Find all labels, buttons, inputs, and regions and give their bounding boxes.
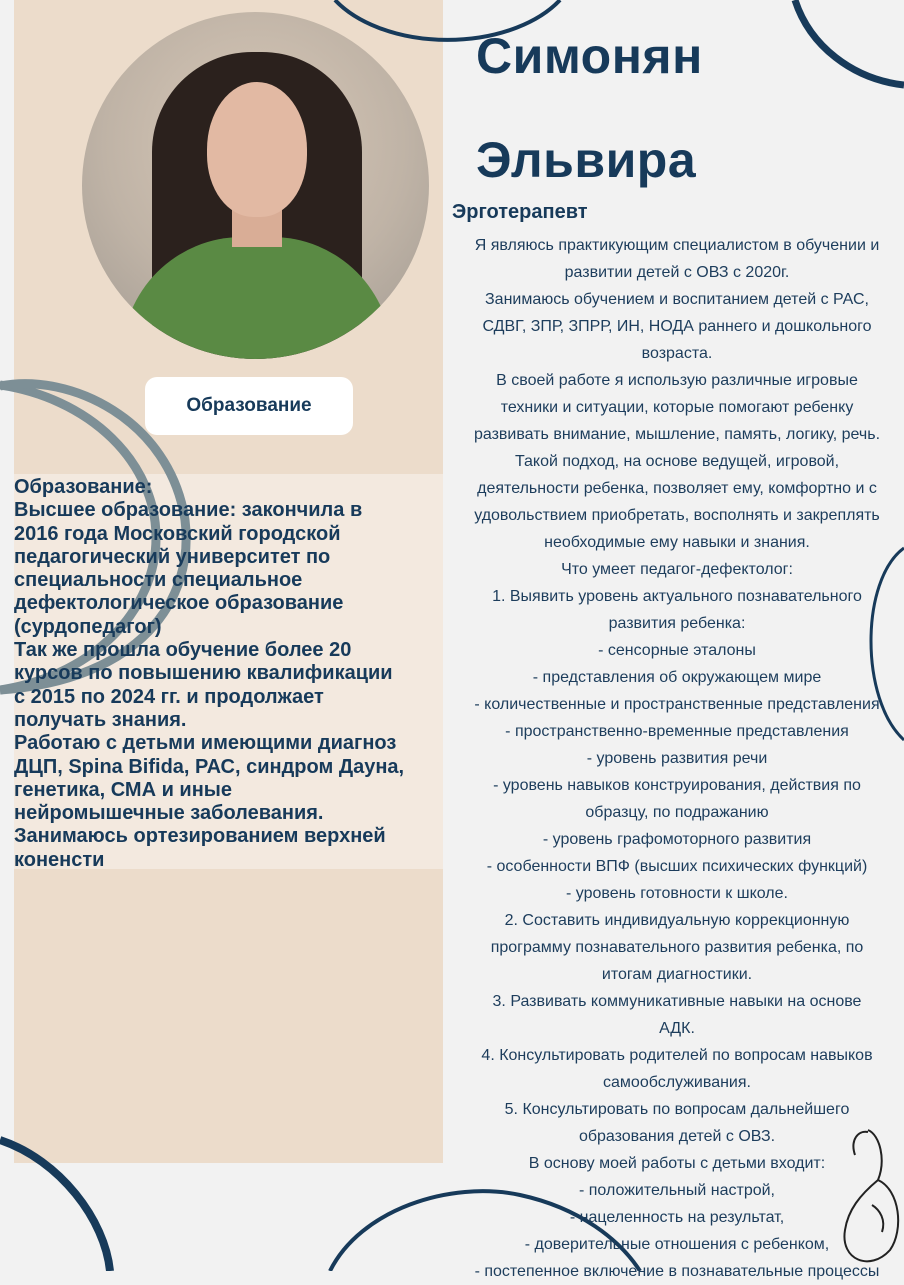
description-line: - уровень развития речи xyxy=(586,750,768,767)
education-line: Работаю с детьми имеющими диагноз xyxy=(14,732,397,755)
description-line: 1. Выявить уровень актуального познавательного xyxy=(492,588,862,605)
education-line: педагогический университет по xyxy=(14,545,331,568)
description-line: возраста. xyxy=(641,345,713,362)
description-line: развития ребенка: xyxy=(608,615,746,632)
description-line: В своей работе я использую различные игровые xyxy=(496,372,858,389)
description-line: самообслуживания. xyxy=(603,1074,751,1091)
education-line: генетика, СМА и иные xyxy=(14,778,232,801)
description-line: СДВГ, ЗПР, ЗПРР, ИН, НОДА раннего и дошкольного xyxy=(482,318,872,335)
education-line: ДЦП, Spina Bifida, РАС, синдром Дауна, xyxy=(14,755,405,778)
surname-heading: Симонян xyxy=(476,28,703,84)
education-line: курсов по повышению квалификации xyxy=(14,662,393,685)
description-line: необходимые ему навыки и знания. xyxy=(544,534,810,551)
education-line: коненсти xyxy=(14,848,105,871)
education-button-label: Образование xyxy=(186,395,312,416)
description-line: Что умеет педагог-дефектолог: xyxy=(561,561,793,578)
role-title: Эрготерапевт xyxy=(452,201,588,223)
decorative-arc-top-right xyxy=(795,0,904,85)
education-line: получать знания. xyxy=(14,708,187,731)
education-line: Так же прошла обучение более 20 xyxy=(14,639,352,662)
description-line: Я являюсь практикующим специалистом в обучении и xyxy=(474,237,880,254)
description-line: 4. Консультировать родителей по вопросам навыков xyxy=(481,1047,873,1064)
description-line: 5. Консультировать по вопросам дальнейшего xyxy=(504,1101,850,1118)
first-name-heading: Эльвира xyxy=(476,132,697,188)
description-line: техники и ситуации, которые помогают ребенку xyxy=(500,399,854,416)
education-line: Образование: xyxy=(14,476,153,498)
description-line: удовольствием приобретать, восполнять и закреплять xyxy=(474,507,880,524)
description-line: деятельности ребенка, позволяет ему, комфортно и с xyxy=(477,480,877,497)
description-line: - постепенное включение в познавательные процессы xyxy=(474,1263,880,1280)
decorative-arc-bottom-left xyxy=(0,1140,110,1271)
description-line: образования детей с ОВЗ. xyxy=(578,1128,776,1145)
description-line: АДК. xyxy=(659,1020,695,1037)
education-line: с 2015 по 2024 гг. и продолжает xyxy=(14,685,324,708)
education-line: дефектологическое образование xyxy=(14,592,344,615)
description-line: - доверительные отношения с ребенком, xyxy=(524,1236,830,1253)
description-line: итогам диагностики. xyxy=(601,966,753,983)
description-line: развитии детей с ОВЗ с 2020г. xyxy=(564,264,790,281)
description-line: 2. Составить индивидуальную коррекционную xyxy=(504,912,850,929)
description-line: Такой подход, на основе ведущей, игровой, xyxy=(514,453,840,470)
education-text xyxy=(14,476,446,872)
education-line: нейромышечные заболевания. xyxy=(14,802,324,825)
education-line: 2016 года Московский городской xyxy=(14,522,341,545)
description-line: 3. Развивать коммуникативные навыки на основе xyxy=(492,993,862,1010)
description-line: - положительный настрой, xyxy=(578,1182,775,1199)
description-line: - представления об окружающем мире xyxy=(532,669,822,686)
description-line: - уровень готовности к школе. xyxy=(566,885,788,902)
description-text xyxy=(446,232,904,1285)
description-line: образцу, по подражанию xyxy=(585,804,769,821)
education-line: Занимаюсь ортезированием верхней xyxy=(14,825,386,848)
description-line: - уровень графомоторного развития xyxy=(542,831,812,848)
description-line: программу познавательного развития ребенка, по xyxy=(490,939,864,956)
description-line: - нацеленность на результат, xyxy=(569,1209,785,1226)
education-line: специальности специальное xyxy=(14,569,303,592)
education-line: Высшее образование: закончила в xyxy=(14,499,363,522)
description-line: - сенсорные эталоны xyxy=(598,642,756,659)
description-line: развивать внимание, мышление, память, логику, речь. xyxy=(473,426,881,443)
description-line: В основу моей работы с детьми входит: xyxy=(528,1155,826,1172)
description-line: - количественные и пространственные представления xyxy=(474,696,880,713)
description-line: Занимаюсь обучением и воспитанием детей с РАС, xyxy=(485,291,869,308)
description-line: - уровень навыков конструирования, действия по xyxy=(493,777,861,794)
description-line: - пространственно-временные представления xyxy=(505,723,849,740)
description-line: - особенности ВПФ (высших психических функций) xyxy=(486,858,868,875)
education-line: (сурдопедагог) xyxy=(14,615,162,638)
